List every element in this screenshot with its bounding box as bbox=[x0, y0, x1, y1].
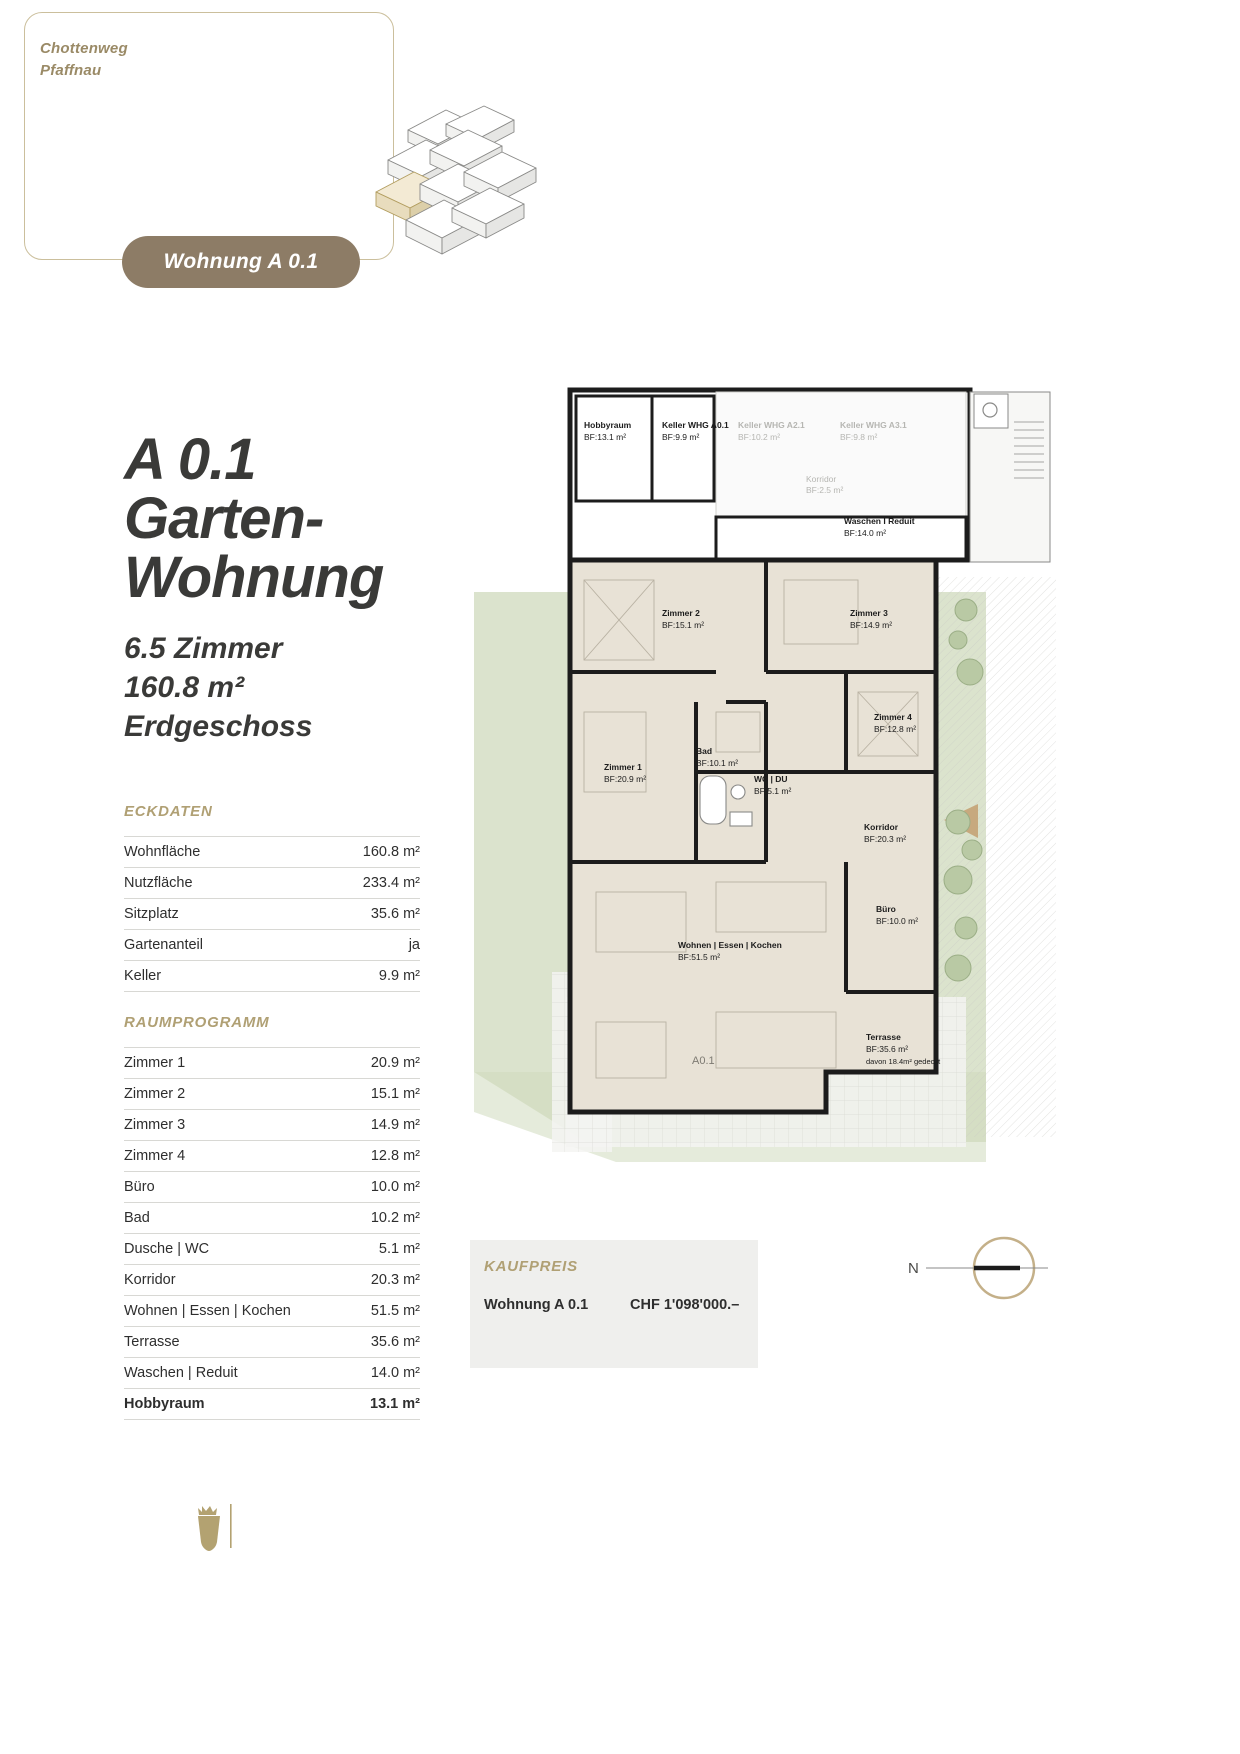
room-label: WC | DU bbox=[754, 774, 788, 784]
room-label: Terrasse bbox=[866, 1032, 901, 1042]
room-area: BF:5.1 m² bbox=[754, 786, 792, 796]
table-row bbox=[124, 1296, 420, 1327]
subtitle-area: 160.8 m² bbox=[124, 671, 245, 705]
row-value: 35.6 m² bbox=[370, 1334, 420, 1350]
row-label: Dusche | WC bbox=[124, 1241, 210, 1257]
page-title bbox=[124, 427, 464, 611]
room-area: BF:35.6 m² bbox=[866, 1044, 909, 1054]
table-row bbox=[124, 1234, 420, 1265]
plan-code: A0.1 bbox=[692, 1055, 715, 1067]
title-block bbox=[124, 427, 464, 746]
row-label: Wohnfläche bbox=[124, 844, 201, 860]
room-area: BF:2.5 m² bbox=[806, 485, 844, 495]
subtitle-floor: Erdgeschoss bbox=[124, 710, 313, 744]
room-area: BF:15.1 m² bbox=[662, 620, 705, 630]
unit-badge: Wohnung A 0.1 bbox=[122, 236, 360, 288]
table-row bbox=[124, 1358, 420, 1389]
table-row bbox=[124, 1265, 420, 1296]
isometric-building-illustration bbox=[368, 88, 568, 278]
eckdaten-heading: ECKDATEN bbox=[124, 803, 213, 820]
compass bbox=[908, 1218, 1048, 1318]
room-label: Keller WHG A3.1 bbox=[840, 420, 907, 430]
row-value: 160.8 m² bbox=[362, 844, 420, 860]
room-label: Waschen I Reduit bbox=[844, 516, 915, 526]
table-row bbox=[124, 899, 420, 930]
page-title-line3: Wohnung bbox=[124, 545, 384, 611]
row-label: Bad bbox=[124, 1210, 150, 1226]
row-label: Wohnen | Essen | Kochen bbox=[124, 1303, 291, 1319]
row-value: 10.2 m² bbox=[370, 1210, 420, 1226]
row-label: Gartenanteil bbox=[124, 937, 203, 953]
room-area: BF:20.9 m² bbox=[604, 774, 647, 784]
table-row bbox=[124, 1172, 420, 1203]
room-area: BF:10.2 m² bbox=[738, 432, 781, 442]
room-label: Keller WHG A0.1 bbox=[662, 420, 729, 430]
room-label: Zimmer 4 bbox=[874, 712, 912, 722]
room-area: BF:10.1 m² bbox=[696, 758, 739, 768]
room-area: BF:51.5 m² bbox=[678, 952, 721, 962]
price-heading: KAUFPREIS bbox=[484, 1258, 578, 1275]
row-label: Nutzfläche bbox=[124, 875, 193, 891]
row-label: Zimmer 2 bbox=[124, 1086, 186, 1102]
raumprogramm-table bbox=[124, 1047, 420, 1420]
table-row bbox=[124, 1203, 420, 1234]
row-value: 14.0 m² bbox=[370, 1365, 420, 1381]
project-name-line1: Chottenweg bbox=[40, 40, 128, 57]
row-label: Waschen | Reduit bbox=[124, 1365, 238, 1381]
table-row bbox=[124, 1389, 420, 1420]
table-row bbox=[124, 961, 420, 992]
row-label: Terrasse bbox=[124, 1334, 180, 1350]
row-value: 20.3 m² bbox=[370, 1272, 420, 1288]
row-label: Hobbyraum bbox=[124, 1396, 205, 1412]
room-label: Zimmer 2 bbox=[662, 608, 700, 618]
room-area: BF:20.3 m² bbox=[864, 834, 907, 844]
room-area: BF:13.1 m² bbox=[584, 432, 627, 442]
project-name-line2: Pfaffnau bbox=[40, 61, 102, 79]
row-value: 20.9 m² bbox=[370, 1055, 420, 1071]
room-label: Wohnen | Essen | Kochen bbox=[678, 940, 782, 950]
row-label: Zimmer 1 bbox=[124, 1055, 186, 1071]
room-note: davon 18.4m² gedeckt bbox=[866, 1057, 941, 1066]
row-value: 233.4 m² bbox=[362, 875, 420, 891]
row-value: 15.1 m² bbox=[370, 1086, 420, 1102]
room-label: Bad bbox=[696, 746, 713, 756]
floorplan bbox=[466, 372, 1066, 1182]
room-area: BF:12.8 m² bbox=[874, 724, 917, 734]
price-amount: CHF 1'098'000.– bbox=[630, 1297, 740, 1313]
table-row bbox=[124, 930, 420, 961]
room-label: Hobbyraum bbox=[584, 420, 632, 430]
page-title-code: A 0.1 bbox=[124, 427, 256, 492]
table-row bbox=[124, 1048, 420, 1079]
room-label: Keller WHG A2.1 bbox=[738, 420, 805, 430]
room-label: Büro bbox=[876, 904, 896, 914]
row-label: Sitzplatz bbox=[124, 906, 179, 922]
row-value: 13.1 m² bbox=[370, 1396, 420, 1412]
room-area: BF:9.9 m² bbox=[662, 432, 700, 442]
table-row bbox=[124, 837, 420, 868]
row-value: 51.5 m² bbox=[370, 1303, 420, 1319]
row-value: 9.9 m² bbox=[378, 968, 420, 984]
row-value: 5.1 m² bbox=[378, 1241, 420, 1257]
table-row bbox=[124, 868, 420, 899]
room-area: BF:10.0 m² bbox=[876, 916, 919, 926]
room-area: BF:14.0 m² bbox=[844, 528, 887, 538]
price-box bbox=[470, 1240, 758, 1368]
row-label: Büro bbox=[124, 1179, 155, 1195]
row-label: Zimmer 4 bbox=[124, 1148, 186, 1164]
table-row bbox=[124, 1327, 420, 1358]
row-value: 10.0 m² bbox=[370, 1179, 420, 1195]
page-title-line2: Garten- bbox=[124, 486, 324, 552]
row-value: ja bbox=[408, 937, 420, 953]
room-label: Korridor bbox=[806, 474, 837, 484]
price-unit-label: Wohnung A 0.1 bbox=[484, 1297, 589, 1313]
row-label: Zimmer 3 bbox=[124, 1117, 186, 1133]
raumprogramm-heading: RAUMPROGRAMM bbox=[124, 1014, 270, 1031]
footer-logo bbox=[182, 1498, 302, 1554]
row-label: Korridor bbox=[124, 1272, 176, 1288]
eckdaten-table bbox=[124, 836, 420, 992]
compass-north-label: N bbox=[908, 1260, 919, 1277]
row-label: Keller bbox=[124, 968, 162, 984]
table-row bbox=[124, 1141, 420, 1172]
row-value: 14.9 m² bbox=[370, 1117, 420, 1133]
page-subtitle bbox=[124, 629, 464, 746]
subtitle-rooms: 6.5 Zimmer bbox=[124, 632, 283, 666]
table-row bbox=[124, 1110, 420, 1141]
project-name bbox=[40, 38, 128, 82]
room-label: Zimmer 1 bbox=[604, 762, 642, 772]
row-value: 35.6 m² bbox=[370, 906, 420, 922]
room-label: Zimmer 3 bbox=[850, 608, 888, 618]
room-area: BF:14.9 m² bbox=[850, 620, 893, 630]
table-row bbox=[124, 1079, 420, 1110]
room-label: Korridor bbox=[864, 822, 898, 832]
room-area: BF:9.8 m² bbox=[840, 432, 878, 442]
row-value: 12.8 m² bbox=[370, 1148, 420, 1164]
